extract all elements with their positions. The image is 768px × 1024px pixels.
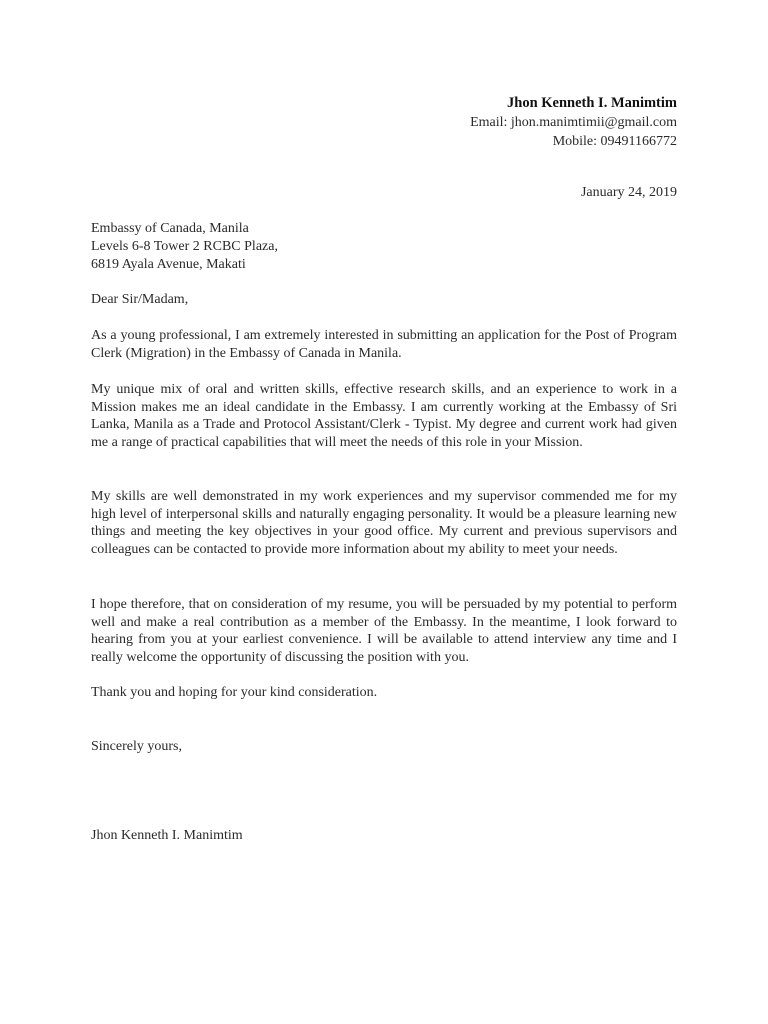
closing: Sincerely yours, [91, 739, 182, 754]
body-paragraph-5: Thank you and hoping for your kind consideration. [91, 685, 378, 700]
body-paragraph-4: I hope therefore, that on consideration of my resume, you will be persuaded by my potential to perform well and make a real contribution as a member of the Embassy. In the meantime, I look forward to hearing from you at your earliest convenience. I will be available to attend interview any time and I really welcome the opportunity of discussing the position with you. [91, 597, 677, 665]
signature-name: Jhon Kenneth I. Manimtim [91, 828, 243, 843]
sender-block [470, 94, 677, 151]
body-paragraph-2: My unique mix of oral and written skills, effective research skills, and an experience to work in a Mission makes me an ideal candidate in the Embassy. I am currently working at the Embassy of Sri Lanka, Manila as a Trade and Protocol Assistant/Clerk - Typist. My degree and current work had given me a range of practical capabilities that will meet the needs of this role in your Mission. [91, 382, 677, 450]
recipient-line: 6819 Ayala Avenue, Makati [91, 257, 246, 272]
sender-name: Jhon Kenneth I. Manimtim [507, 95, 677, 111]
sender-mobile: Mobile: 09491166772 [552, 134, 677, 149]
sender-email: Email: jhon.manimtimii@gmail.com [470, 115, 677, 130]
letter-date: January 24, 2019 [580, 185, 677, 200]
recipient-line: Levels 6-8 Tower 2 RCBC Plaza, [91, 239, 278, 254]
body-paragraph-1: As a young professional, I am extremely interested in submitting an application for the Post of Program Clerk (Migration) in the Embassy of Canada in Manila. [91, 328, 677, 361]
salutation: Dear Sir/Madam, [91, 292, 189, 307]
recipient-address [91, 220, 677, 274]
recipient-line: Embassy of Canada, Manila [91, 221, 249, 236]
body-paragraph-3: My skills are well demonstrated in my work experiences and my supervisor commended me for my high level of interpersonal skills and naturally engaging personality. It would be a pleasure learning new things and meeting the key objectives in your good office. My current and previous supervisors and colleagues can be contacted to provide more information about my ability to meet your needs. [91, 489, 677, 557]
